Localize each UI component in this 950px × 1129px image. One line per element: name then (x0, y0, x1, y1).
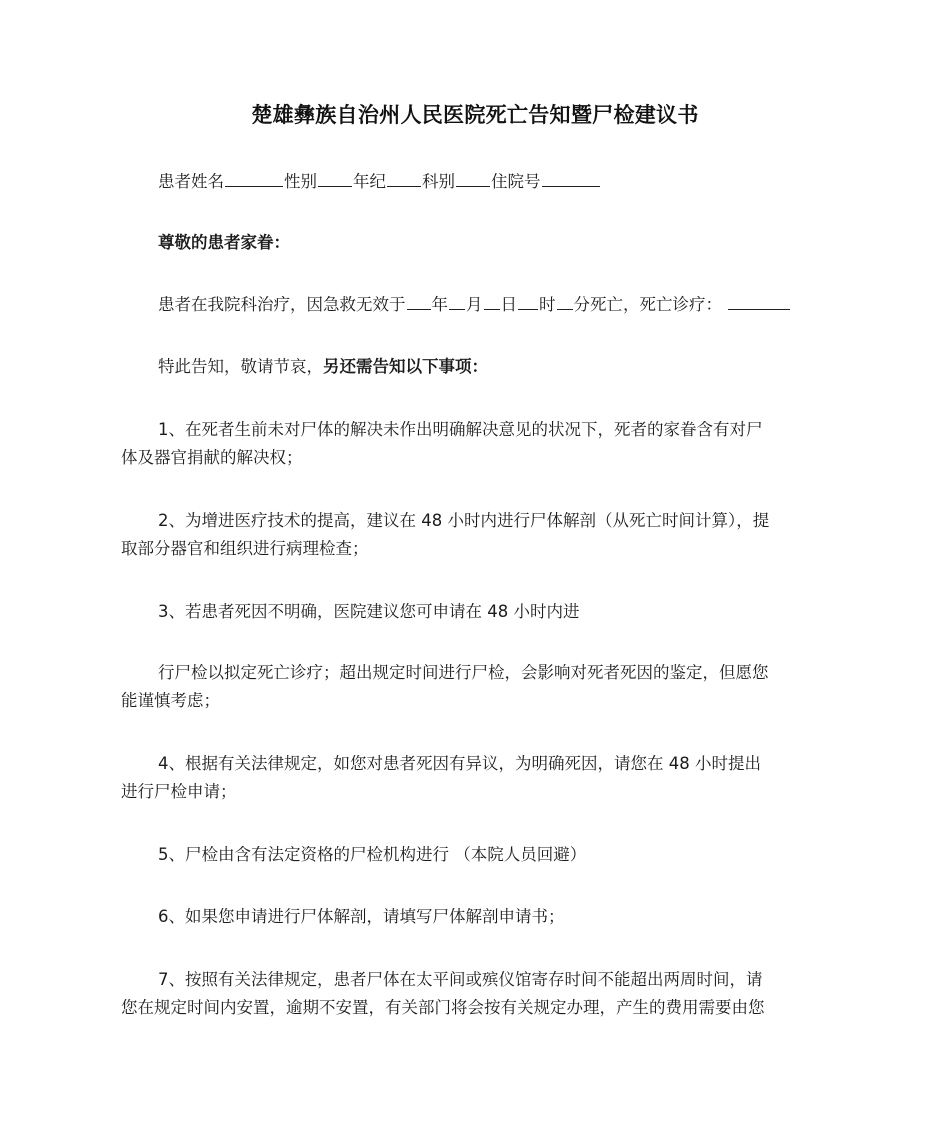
item-4-line-2: 进行尸检申请； (121, 782, 237, 801)
notify-plain: 特此告知，敬请节哀， (158, 357, 323, 376)
item-7-line-2: 您在规定时间内安置，逾期不安置，有关部门将会按有关规定办理，产生的费用需要由您 (121, 998, 765, 1017)
gender-label: 性别 (284, 172, 317, 191)
month-label: 月 (466, 295, 483, 314)
death-notice-prefix: 患者在我院科治疗，因急救无效于 (158, 295, 406, 314)
age-blank[interactable] (387, 185, 421, 187)
patient-name-label: 患者姓名 (158, 172, 224, 191)
day-blank[interactable] (484, 308, 500, 310)
death-notice-line (158, 291, 791, 319)
month-blank[interactable] (449, 308, 465, 310)
department-label: 科别 (422, 172, 455, 191)
item-2-line-2: 取部分器官和组织进行病理检查； (121, 539, 369, 558)
department-blank[interactable] (456, 185, 490, 187)
item-6-line-1: 6、如果您申请进行尸体解剖，请填写尸体解剖申请书； (158, 907, 565, 926)
hour-blank[interactable] (518, 308, 538, 310)
salutation: 尊敬的患者家眷： (158, 233, 290, 252)
age-label: 年纪 (353, 172, 386, 191)
item-2-line-1: 2、为增进医疗技术的提高，建议在 48 小时内进行尸体解剖（从死亡时间计算），提 (158, 511, 770, 530)
notify-line (158, 353, 488, 381)
item-4-line-1: 4、根据有关法律规定，如您对患者死因有异议，为明确死因，请您在 48 小时提出 (158, 754, 761, 773)
item-3b-line-2: 能谨慎考虑； (121, 691, 220, 710)
notify-bold: 另还需告知以下事项： (323, 357, 488, 376)
minute-label: 分死亡，死亡诊疗： (573, 295, 722, 314)
hour-label: 时 (539, 295, 556, 314)
item-3b-line-1: 行尸检以拟定死亡诊疗；超出规定时间进行尸检，会影响对死者死因的鉴定，但愿您 (158, 663, 769, 682)
item-3-line-1: 3、若患者死因不明确，医院建议您可申请在 48 小时内进 (158, 602, 580, 621)
patient-name-blank[interactable] (225, 185, 283, 187)
item-1-line-1: 1、在死者生前未对尸体的解决未作出明确解决意见的状况下，死者的家眷含有对尸 (158, 420, 763, 439)
document-title: 楚雄彝族自治州人民医院死亡告知暨尸检建议书 (251, 103, 699, 127)
admission-number-label: 住院号 (491, 172, 541, 191)
year-blank[interactable] (407, 308, 431, 310)
item-7-line-1: 7、按照有关法律规定，患者尸体在太平间或殡仪馆寄存时间不能超出两周时间，请 (158, 970, 763, 989)
patient-info-line (158, 168, 601, 196)
gender-blank[interactable] (318, 185, 352, 187)
item-1-line-2: 体及器官捐献的解决权； (121, 448, 303, 467)
admission-number-blank[interactable] (542, 185, 600, 187)
year-label: 年 (431, 295, 448, 314)
minute-blank[interactable] (557, 308, 573, 310)
item-5-line-1: 5、尸检由含有法定资格的尸检机构进行 （本院人员回避） (158, 845, 587, 864)
diagnosis-blank[interactable] (728, 308, 790, 310)
day-label: 日 (500, 295, 517, 314)
